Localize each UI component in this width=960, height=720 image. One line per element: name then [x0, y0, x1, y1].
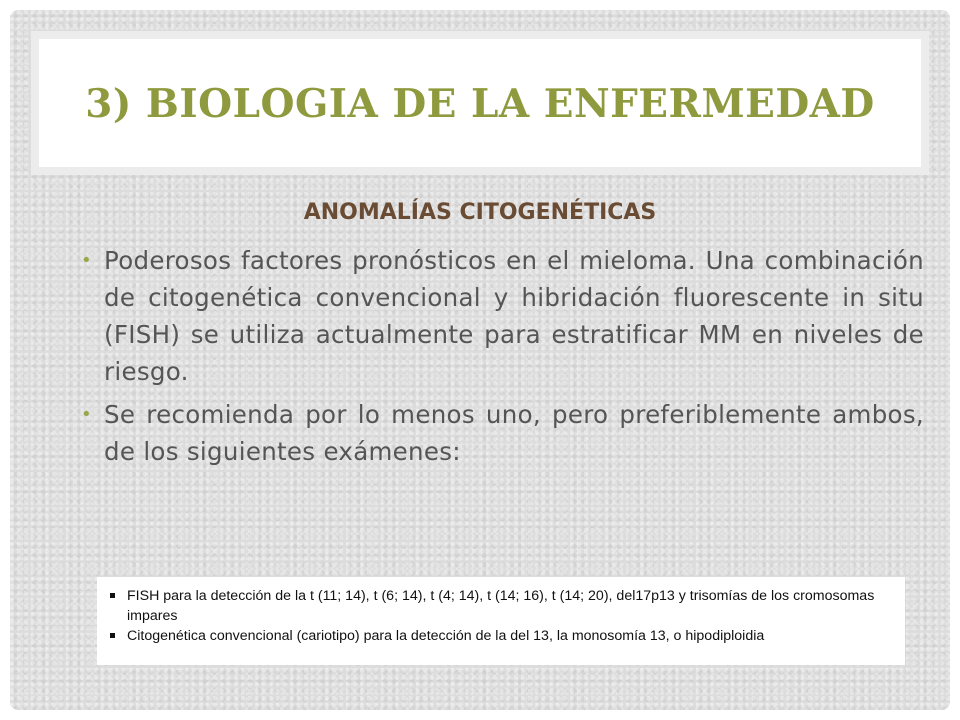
slide-title: 3) BIOLOGIA DE LA ENFERMEDAD — [85, 81, 875, 127]
bullet-icon: • — [81, 250, 92, 271]
exam-item — [107, 586, 895, 626]
title-box — [31, 31, 929, 175]
bullet-text: Poderosos factores pronósticos en el mieloma. Una combinación de citogenética convencional y hibridación fluorescente in situ (FISH) se utiliza actualmente para estratificar MM en niveles de riesgo. — [104, 246, 924, 386]
bullet-list — [72, 242, 924, 476]
bullet-text: Se recomienda por lo menos uno, pero preferiblemente ambos, de los siguientes exámenes: — [104, 400, 924, 466]
square-bullet-icon — [110, 633, 115, 638]
bullet-icon: • — [81, 404, 92, 425]
exam-item — [107, 626, 895, 646]
bullet-item — [72, 242, 924, 390]
section-heading: ANOMALÍAS CITOGENÉTICAS — [303, 200, 657, 225]
exam-item-text: FISH para la detección de la t (11; 14), t (6; 14), t (4; 14), t (14; 16), t (14; 20), del17p13 y trisomías de los cromosomas impares — [127, 588, 875, 624]
square-bullet-icon — [110, 593, 115, 598]
bullet-item — [72, 396, 924, 470]
exam-list-image — [97, 577, 905, 665]
exam-item-text: Citogenética convencional (cariotipo) para la detección de la del 13, la monosomía 13, o hipodiploidia — [127, 628, 765, 644]
slide — [10, 10, 950, 710]
